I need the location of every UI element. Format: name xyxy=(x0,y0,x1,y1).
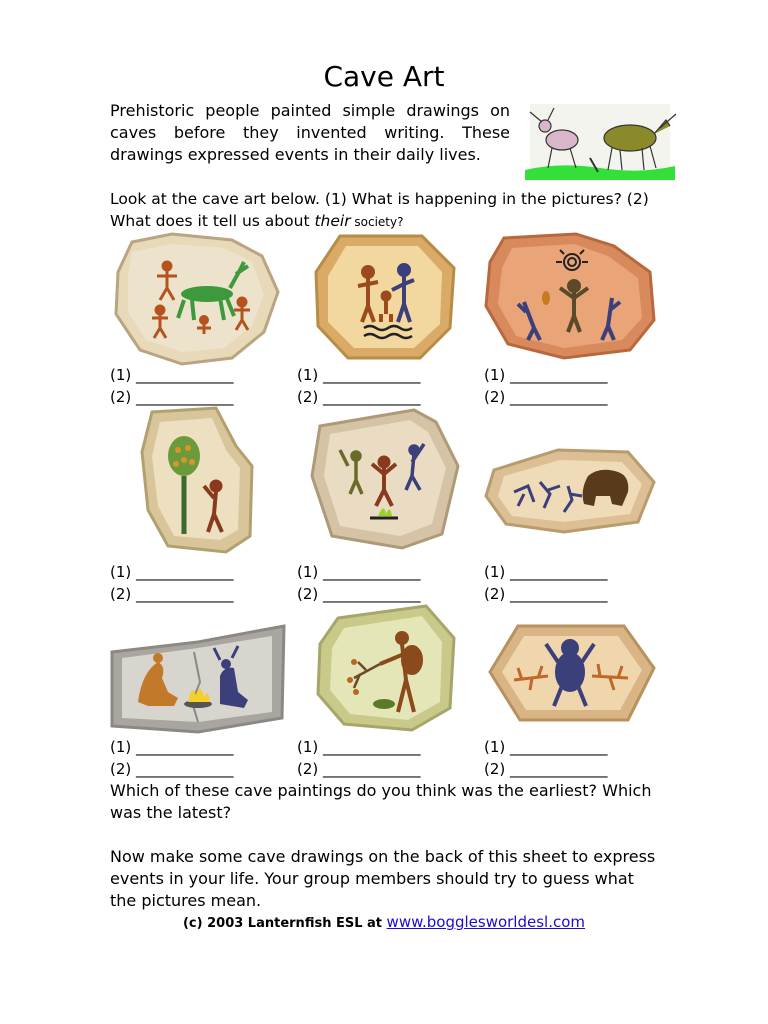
answer-6-line2[interactable]: (2) _____________ xyxy=(484,585,608,603)
cave-painting-9 xyxy=(488,622,656,724)
instructions-small: society? xyxy=(350,215,404,229)
answer-8-line2[interactable]: (2) _____________ xyxy=(297,760,421,778)
footer-link[interactable]: www.bogglesworldesl.com xyxy=(386,913,586,931)
footer xyxy=(0,913,768,931)
cave-painting-6 xyxy=(484,446,656,534)
answer-2-line1[interactable]: (1) _____________ xyxy=(297,366,421,384)
answer-7-line2[interactable]: (2) _____________ xyxy=(110,760,234,778)
cave-animals-illustration xyxy=(520,98,680,184)
answer-3-line2[interactable]: (2) _____________ xyxy=(484,388,608,406)
intro-paragraph: Prehistoric people painted simple drawings on caves before they invented writing. These drawings expressed events in their daily lives. xyxy=(110,101,510,164)
answer-7-line1[interactable]: (1) _____________ xyxy=(110,738,234,756)
answer-8-line1[interactable]: (1) _____________ xyxy=(297,738,421,756)
cave-painting-4 xyxy=(138,406,256,554)
instructions-text: Look at the cave art below. (1) What is happening in the pictures? (2) What does it tell us about xyxy=(110,190,649,230)
answer-4-line1[interactable]: (1) _____________ xyxy=(110,563,234,581)
answer-5-line1[interactable]: (1) _____________ xyxy=(297,563,421,581)
question-earliest-latest: Which of these cave paintings do you think was the earliest? Which was the latest? xyxy=(110,781,652,822)
page-title: Cave Art xyxy=(323,60,445,93)
cave-painting-7 xyxy=(108,622,286,734)
answer-2-line2[interactable]: (2) _____________ xyxy=(297,388,421,406)
footer-copyright: (c) 2003 Lanternfish ESL at xyxy=(182,916,387,931)
cave-painting-5 xyxy=(310,406,462,550)
answer-9-line2[interactable]: (2) _____________ xyxy=(484,760,608,778)
cave-painting-3 xyxy=(484,232,656,360)
instructions-emphasis: their xyxy=(314,212,351,230)
answer-5-line2[interactable]: (2) _____________ xyxy=(297,585,421,603)
answer-1-line1[interactable]: (1) _____________ xyxy=(110,366,234,384)
answer-1-line2[interactable]: (2) _____________ xyxy=(110,388,234,406)
activity-instructions: Now make some cave drawings on the back of this sheet to express events in your life. Your group members should try to guess what the pictures mean. xyxy=(110,847,656,910)
cave-painting-1 xyxy=(112,232,280,366)
answer-9-line1[interactable]: (1) _____________ xyxy=(484,738,608,756)
answer-4-line2[interactable]: (2) _____________ xyxy=(110,585,234,603)
cave-painting-2 xyxy=(312,232,458,360)
instructions xyxy=(110,188,658,233)
answer-3-line1[interactable]: (1) _____________ xyxy=(484,366,608,384)
answer-6-line1[interactable]: (1) _____________ xyxy=(484,563,608,581)
cave-painting-8 xyxy=(314,604,456,732)
